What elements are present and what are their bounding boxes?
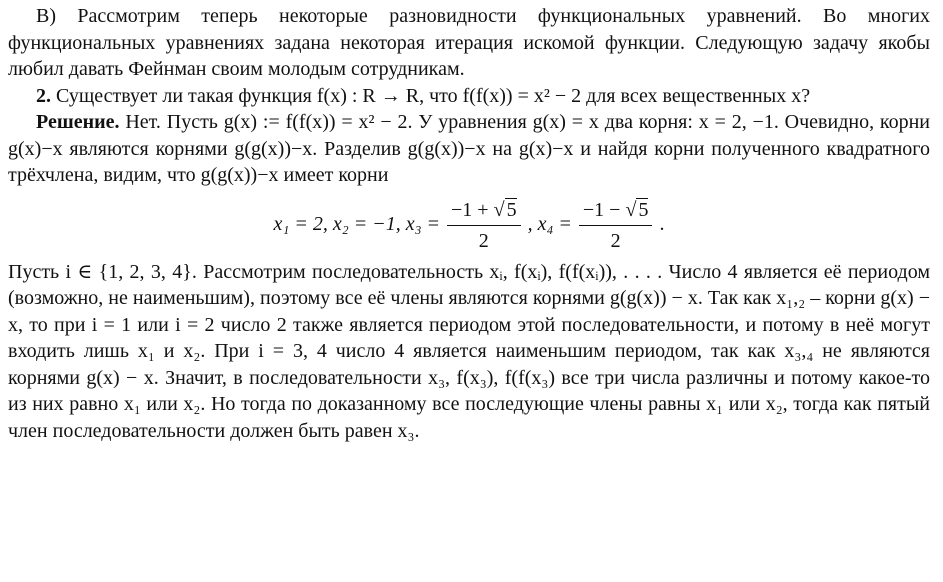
fraction-x3	[447, 197, 521, 254]
fraction-x3-numerator-left: −1 +	[451, 198, 494, 221]
document-page	[8, 3, 930, 444]
conclusion-text: Пусть i ∈ {1, 2, 3, 4}. Рассмотрим последовательность xᵢ, f(xᵢ), f(f(xᵢ)), . . . . Число 4 является её периодом (возможно, не наименьшим), поэтому все её члены являются корнями g(g(x)) − x. Так как x₁,₂ – корни g(x) − x, то при i = 1 или i = 2 число 2 также является периодом этой последовательности, и потому в неё могут входить лишь x₁ и x₂. При i = 3, 4 число 4 является наименьшим периодом, так как x₃,₄ не являются корнями g(x) − x. Значит, в последовательности x₃, f(x₃), f(f(x₃) все три числа различны и потому какое-то из них равно x₁ или x₂. Но тогда по доказанному все последующие члены равны x₁ или x₂, тогда как пятый член последовательности должен быть равен x₃.	[8, 260, 930, 442]
problem-number: 2.	[36, 84, 51, 107]
solution-label: Решение.	[36, 111, 120, 133]
fraction-x3-denominator: 2	[478, 229, 489, 252]
conclusion-paragraph	[8, 259, 930, 445]
fraction-x4-denominator: 2	[610, 229, 621, 252]
sqrt-symbol: √	[625, 198, 637, 221]
problem-text: Существует ли такая функция f(x) : R → R, что f(f(x)) = x² − 2 для всех вещественных x?	[56, 84, 811, 107]
formula-middle: , x₄ =	[527, 212, 577, 235]
intro-paragraph	[8, 3, 930, 83]
formula-prefix: x₁ = 2, x₂ = −1, x₃ =	[273, 212, 446, 235]
formula-line	[274, 197, 665, 254]
roots-formula	[8, 189, 930, 259]
sqrt-symbol: √	[493, 198, 505, 221]
problem-paragraph	[8, 83, 930, 110]
solution-paragraph	[8, 109, 930, 189]
fraction-x3-numerator	[447, 197, 521, 226]
fraction-x3-radicand: 5	[506, 198, 517, 221]
fraction-x4	[579, 197, 653, 254]
formula-suffix: .	[659, 212, 665, 235]
fraction-x4-numerator-left: −1 −	[582, 198, 626, 221]
solution-text: Нет. Пусть g(x) := f(f(x)) = x² − 2. У уравнения g(x) = x два корня: x = 2, −1. Очевидно, корни g(x)−x являются корнями g(g(x))−x. Разделив g(g(x))−x на g(x)−x и найдя корни полученного квадратного трёхчлена, видим, что g(g(x))−x имеет корни	[8, 111, 931, 186]
fraction-x4-numerator	[579, 197, 653, 226]
intro-text: В) Рассмотрим теперь некоторые разновидности функциональных уравнений. Во многих функциональных уравнениях задана некоторая итерация искомой функции. Следующую задачу якобы любил давать Фейнман своим молодым сотрудникам.	[8, 5, 930, 80]
fraction-x4-radicand: 5	[638, 198, 649, 221]
